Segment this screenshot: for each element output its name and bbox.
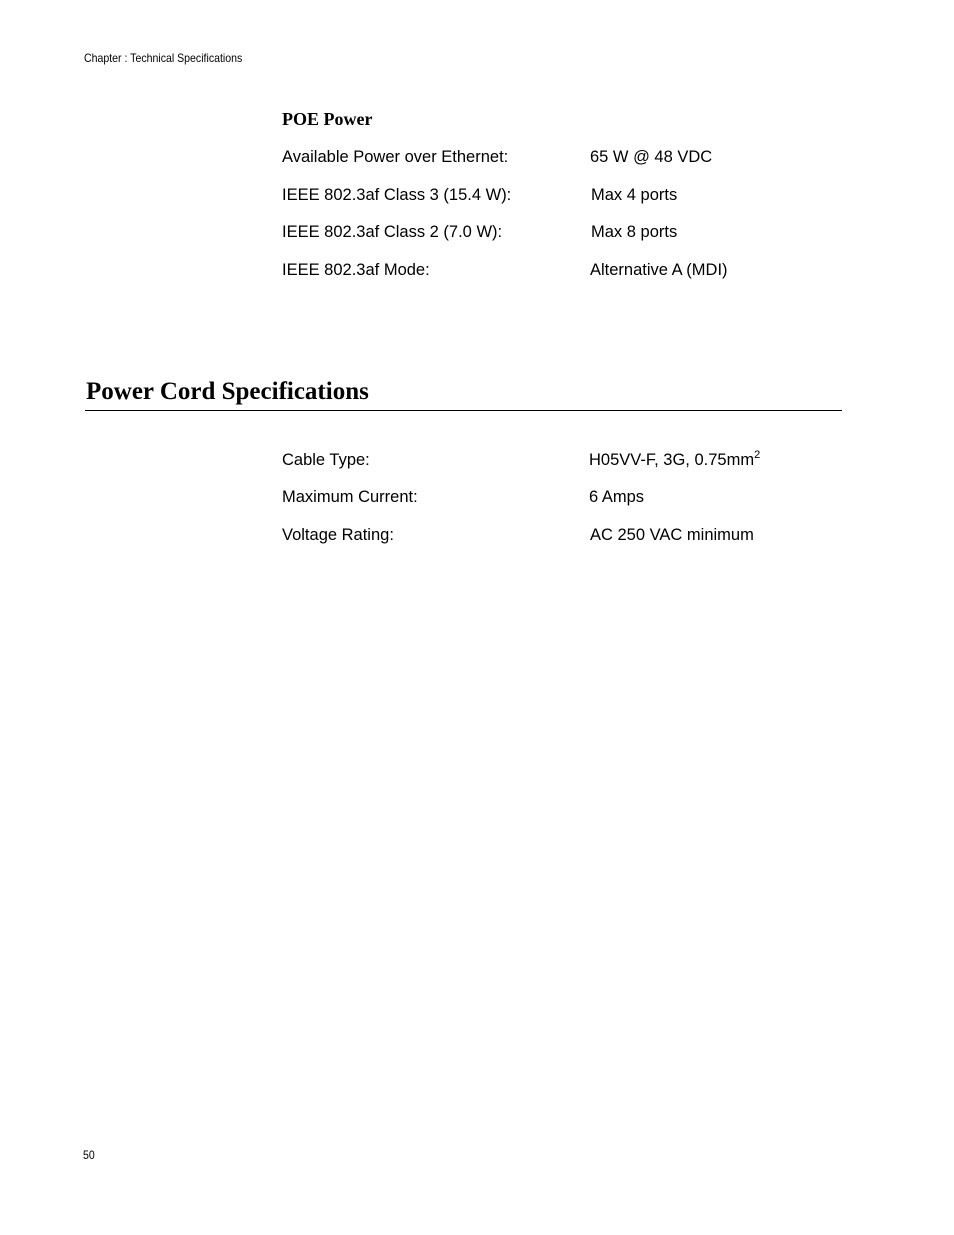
spec-value: 65 W @ 48 VDC [590,148,713,166]
running-header: Chapter : Technical Specifications [84,51,243,65]
spec-label: IEEE 802.3af Class 3 (15.4 W): [282,186,512,204]
section-divider [85,410,842,411]
spec-label: Cable Type: [282,451,370,469]
section-heading: Power Cord Specifications [86,378,369,405]
spec-value-cable-type [589,450,760,470]
spec-value: Max 8 ports [591,223,678,241]
spec-value: 6 Amps [589,488,645,506]
spec-row-available-power [0,147,954,169]
spec-value: Alternative A (MDI) [590,261,728,279]
spec-row-maximum-current [0,487,954,509]
spec-row-voltage-rating [0,525,954,547]
spec-label: IEEE 802.3af Mode: [282,261,430,279]
page-number: 50 [83,1148,95,1162]
spec-row-cable-type [0,450,954,472]
spec-label: Maximum Current: [282,488,418,506]
spec-value: AC 250 VAC minimum [590,526,754,544]
spec-value: Max 4 ports [591,186,678,204]
spec-label: Voltage Rating: [282,526,394,544]
superscript: 2 [754,449,761,461]
spec-row-class-3 [0,185,954,207]
poe-power-title: POE Power [282,109,373,129]
spec-label: IEEE 802.3af Class 2 (7.0 W): [282,223,503,241]
spec-value-text: H05VV-F, 3G, 0.75mm [589,451,755,469]
spec-label: Available Power over Ethernet: [282,148,509,166]
spec-row-mode [0,260,954,282]
spec-row-class-2 [0,222,954,244]
